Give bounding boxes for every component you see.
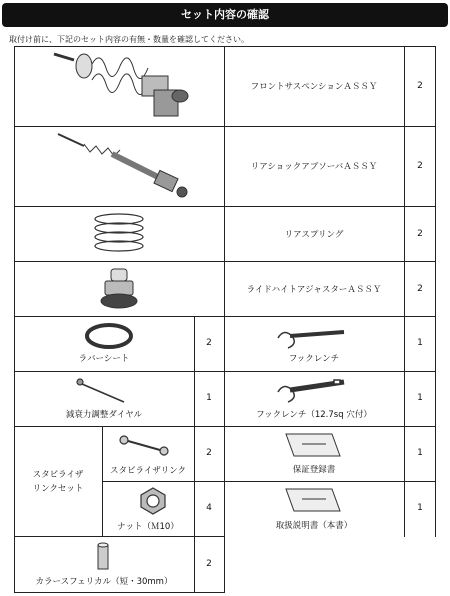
hook-wrench-127-illustration xyxy=(272,376,352,404)
parts-table xyxy=(14,46,436,593)
ride-height-adjuster-qty: 2 xyxy=(417,284,423,294)
nut-illustration xyxy=(138,486,168,516)
table-border-top xyxy=(14,46,436,47)
damping-dial-qty: 1 xyxy=(206,393,212,403)
row-divider xyxy=(14,536,224,537)
rubber-sheet-label: ラバーシート xyxy=(78,354,130,364)
hook-wrench-label: フックレンチ xyxy=(288,354,340,364)
row-divider xyxy=(14,206,436,207)
hook-wrench-illustration xyxy=(272,324,352,352)
row-divider xyxy=(14,426,436,427)
stabilizer-link-qty: 2 xyxy=(206,448,212,458)
table-border-bottom xyxy=(14,592,224,593)
manual-label: 取扱説明書（本書） xyxy=(275,521,353,531)
row-divider xyxy=(14,371,436,372)
front-suspension-label: フロントサスペンションＡＳＳＹ xyxy=(250,82,378,92)
rear-absorber-label: リアショックアブソーバＡＳＳＹ xyxy=(250,162,378,172)
row-divider xyxy=(14,316,436,317)
column-divider xyxy=(404,316,405,537)
hook-wrench-qty: 1 xyxy=(417,338,423,348)
warranty-qty: 1 xyxy=(417,448,423,458)
nut-qty: 4 xyxy=(206,503,212,513)
row-divider xyxy=(14,261,436,262)
section-header: セット内容の確認 xyxy=(2,3,448,27)
hook-wrench-127-label: フックレンチ（12.7sq 穴付） xyxy=(256,410,372,420)
column-divider xyxy=(404,46,405,316)
collar-qty: 2 xyxy=(206,559,212,569)
damping-dial-label: 減衰力調整ダイヤル xyxy=(65,410,143,420)
rubber-sheet-illustration xyxy=(84,322,134,350)
front-suspension-qty: 2 xyxy=(417,81,423,91)
ride-height-adjuster-illustration xyxy=(99,267,139,311)
column-divider xyxy=(102,426,103,536)
rear-spring-qty: 2 xyxy=(417,229,423,239)
stabilizer-link-label: スタビライザリンク xyxy=(109,466,187,476)
rubber-sheet-qty: 2 xyxy=(206,338,212,348)
column-divider xyxy=(224,46,225,593)
rear-spring-label: リアスプリング xyxy=(284,230,344,240)
warranty-label: 保証登録書 xyxy=(292,465,336,475)
collar-label: カラースフェリカル（短・30mm） xyxy=(35,577,173,587)
row-divider xyxy=(14,126,436,127)
rear-spring-illustration xyxy=(89,213,149,255)
collar-illustration xyxy=(96,542,110,572)
manual-document-illustration xyxy=(282,487,342,513)
table-border-right xyxy=(435,46,436,537)
stabilizer-link-illustration xyxy=(118,430,170,460)
warranty-document-illustration xyxy=(282,432,342,458)
ride-height-adjuster-label: ライドハイトアジャスターＡＳＳＹ xyxy=(246,285,382,295)
rear-absorber-qty: 2 xyxy=(417,161,423,171)
hook-wrench-127-qty: 1 xyxy=(417,393,423,403)
front-suspension-illustration xyxy=(44,50,194,122)
table-border-left xyxy=(14,46,15,593)
stabilizer-link-set-label-line1: スタビライザ xyxy=(32,470,84,480)
row-divider xyxy=(102,481,436,482)
intro-text: 取付け前に、下記のセット内容の有無・数量を確認してください。 xyxy=(9,35,249,44)
nut-label: ナット（Ｍ10） xyxy=(117,522,179,532)
manual-qty: 1 xyxy=(417,503,423,513)
rear-absorber-illustration xyxy=(44,130,194,202)
column-divider xyxy=(194,316,195,592)
stabilizer-link-set-label-line2: リンクセット xyxy=(32,484,84,494)
damping-dial-illustration xyxy=(72,376,132,406)
